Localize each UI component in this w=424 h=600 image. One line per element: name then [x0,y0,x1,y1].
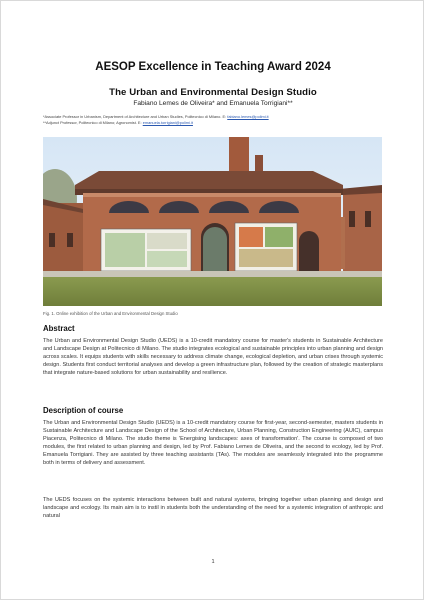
description-paragraph-1: The Urban and Environmental Design Studio (UEDS) is a 10-credit mandatory course for first-year, second-semester, masters students in Sustainable Architecture and Landscape Design of the School of Architecture, Urban Planning, Construction Engineering (AUIC), campus Piacenza, Politecnico di Milano. The studio theme is 'Energising landscapes: axes of transformation'. The course is composed of two modules, the first related to urban planning and design, led by Prof. Fabiano Lemes de Oliveira, and the second to ecology, led by Prof. Emanuela Torrigiani. They are assisted by three teaching assistants (TAs). The modules are seamlessly integrated into the programme both in terms of delivery and assessment. [43,420,383,467]
course-title: The Urban and Environmental Design Studio [109,87,317,98]
abstract-text: The Urban and Environmental Design Studio (UEDS) is a 10-credit mandatory course for master's students in Sustainable Architecture and Landscape Design at Politecnico di Milano. The studio integrates ecological and sustainable principles into urban planning and design across scales. It equips students with skills necessary to address climate change, ecological depletion, and urban crises through systemic design. Students first conduct territorial analyses and develop a green infrastructure plan, followed by the creation of strategic masterplans that integrate nature-based solutions for urban sustainability and resilience. [43,338,383,377]
abstract-heading: Abstract [43,324,75,333]
figure-caption: Fig. 1. Online exhibition of the Urban and Environmental Design Studio [43,311,178,316]
description-heading: Description of course [43,406,124,415]
affiliation-1-text: *Associate Professor in Urbanism, Department of Architecture and Urban Studies, Politecnico di Milano. E: [43,114,228,119]
affiliation-2-email-link[interactable]: emanuela.torrigiani@polimi.it [142,120,193,125]
page-number: 1 [211,559,215,565]
exhibition-photo [43,137,382,306]
description-paragraph-2: The UEDS focuses on the systemic interactions between built and natural systems, bringing together urban planning and design and landscape and ecology. Its main aim is to instil in students both the understanding of the need for a systemic integration of anthropic and natural [43,497,383,520]
affiliation-1-email-link[interactable]: fabiano.lemes@polimi.it [227,114,269,119]
authors: Fabiano Lemes de Oliveira* and Emanuela Torrigiani** [133,100,293,107]
award-title: AESOP Excellence in Teaching Award 2024 [95,61,331,73]
affiliation-1 [43,114,388,119]
affiliation-2 [43,120,388,125]
affiliation-2-text: **Adjunct Professor, Politecnico di Milano; Agronomist. E: [43,120,143,125]
